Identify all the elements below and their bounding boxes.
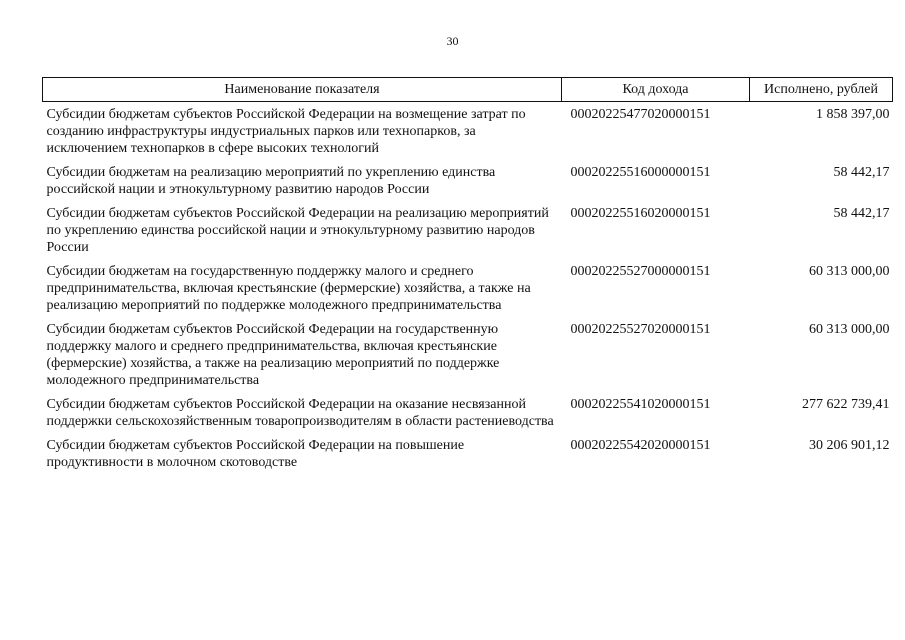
indicator-name-cell: Субсидии бюджетам на реализацию мероприятий по укреплению единства российской нации и этнокультурному развитию народов России: [46, 165, 496, 197]
table-header-row: [43, 78, 893, 102]
income-code-cell: 00020225527000000151: [570, 264, 711, 279]
page-number: 30: [446, 34, 459, 48]
income-code-cell: 00020225542020000151: [570, 438, 711, 453]
table-row: [43, 317, 893, 392]
income-code-cell: 00020225541020000151: [570, 397, 711, 412]
table-row: [43, 392, 893, 433]
indicator-name-cell: Субсидии бюджетам на государственную поддержку малого и среднего предпринимательства, включая крестьянские (фермерские) хозяйства, а также на реализацию мероприятий по поддержке молодежного предпринимательства: [46, 264, 531, 313]
indicator-name-cell: Субсидии бюджетам субъектов Российской Федерации на государственную поддержку малого и среднего предпринимательства, включая крестьянские (фермерские) хозяйства, а также на реализацию мероприятий по поддержке молодежного предпринимательства: [46, 322, 500, 388]
income-code-cell: 00020225516000000151: [570, 165, 711, 180]
executed-amount-cell: 58 442,17: [833, 206, 890, 221]
table-row: [43, 160, 893, 201]
executed-amount-cell: 277 622 739,41: [802, 397, 890, 412]
header-indicator-name: Наименование показателя: [43, 78, 562, 102]
income-table: [42, 77, 893, 474]
executed-amount-cell: 1 858 397,00: [816, 107, 890, 122]
table-row: [43, 102, 893, 161]
header-income-code: Код дохода: [562, 78, 750, 102]
table-row: [43, 433, 893, 474]
indicator-name-cell: Субсидии бюджетам субъектов Российской Федерации на повышение продуктивности в молочном скотоводстве: [46, 438, 465, 470]
executed-amount-cell: 30 206 901,12: [809, 438, 890, 453]
executed-amount-cell: 60 313 000,00: [809, 322, 890, 337]
indicator-name-cell: Субсидии бюджетам субъектов Российской Федерации на реализацию мероприятий по укреплению единства российской нации и этнокультурному развитию народов России: [46, 206, 549, 255]
income-code-cell: 00020225516020000151: [570, 206, 711, 221]
indicator-name-cell: Субсидии бюджетам субъектов Российской Федерации на возмещение затрат по созданию инфраструктуры индустриальных парков или технопарков, за исключением технопарков в сфере высоких технологий: [46, 107, 526, 156]
indicator-name-cell: Субсидии бюджетам субъектов Российской Федерации на оказание несвязанной поддержки сельскохозяйственным товаропроизводителям в области растениеводства: [46, 397, 554, 429]
income-code-cell: 00020225477020000151: [570, 107, 711, 122]
executed-amount-cell: 60 313 000,00: [809, 264, 890, 279]
header-executed-amount: Исполнено, рублей: [750, 78, 893, 102]
income-code-cell: 00020225527020000151: [570, 322, 711, 337]
table-row: [43, 201, 893, 259]
table-row: [43, 259, 893, 317]
executed-amount-cell: 58 442,17: [833, 165, 890, 180]
